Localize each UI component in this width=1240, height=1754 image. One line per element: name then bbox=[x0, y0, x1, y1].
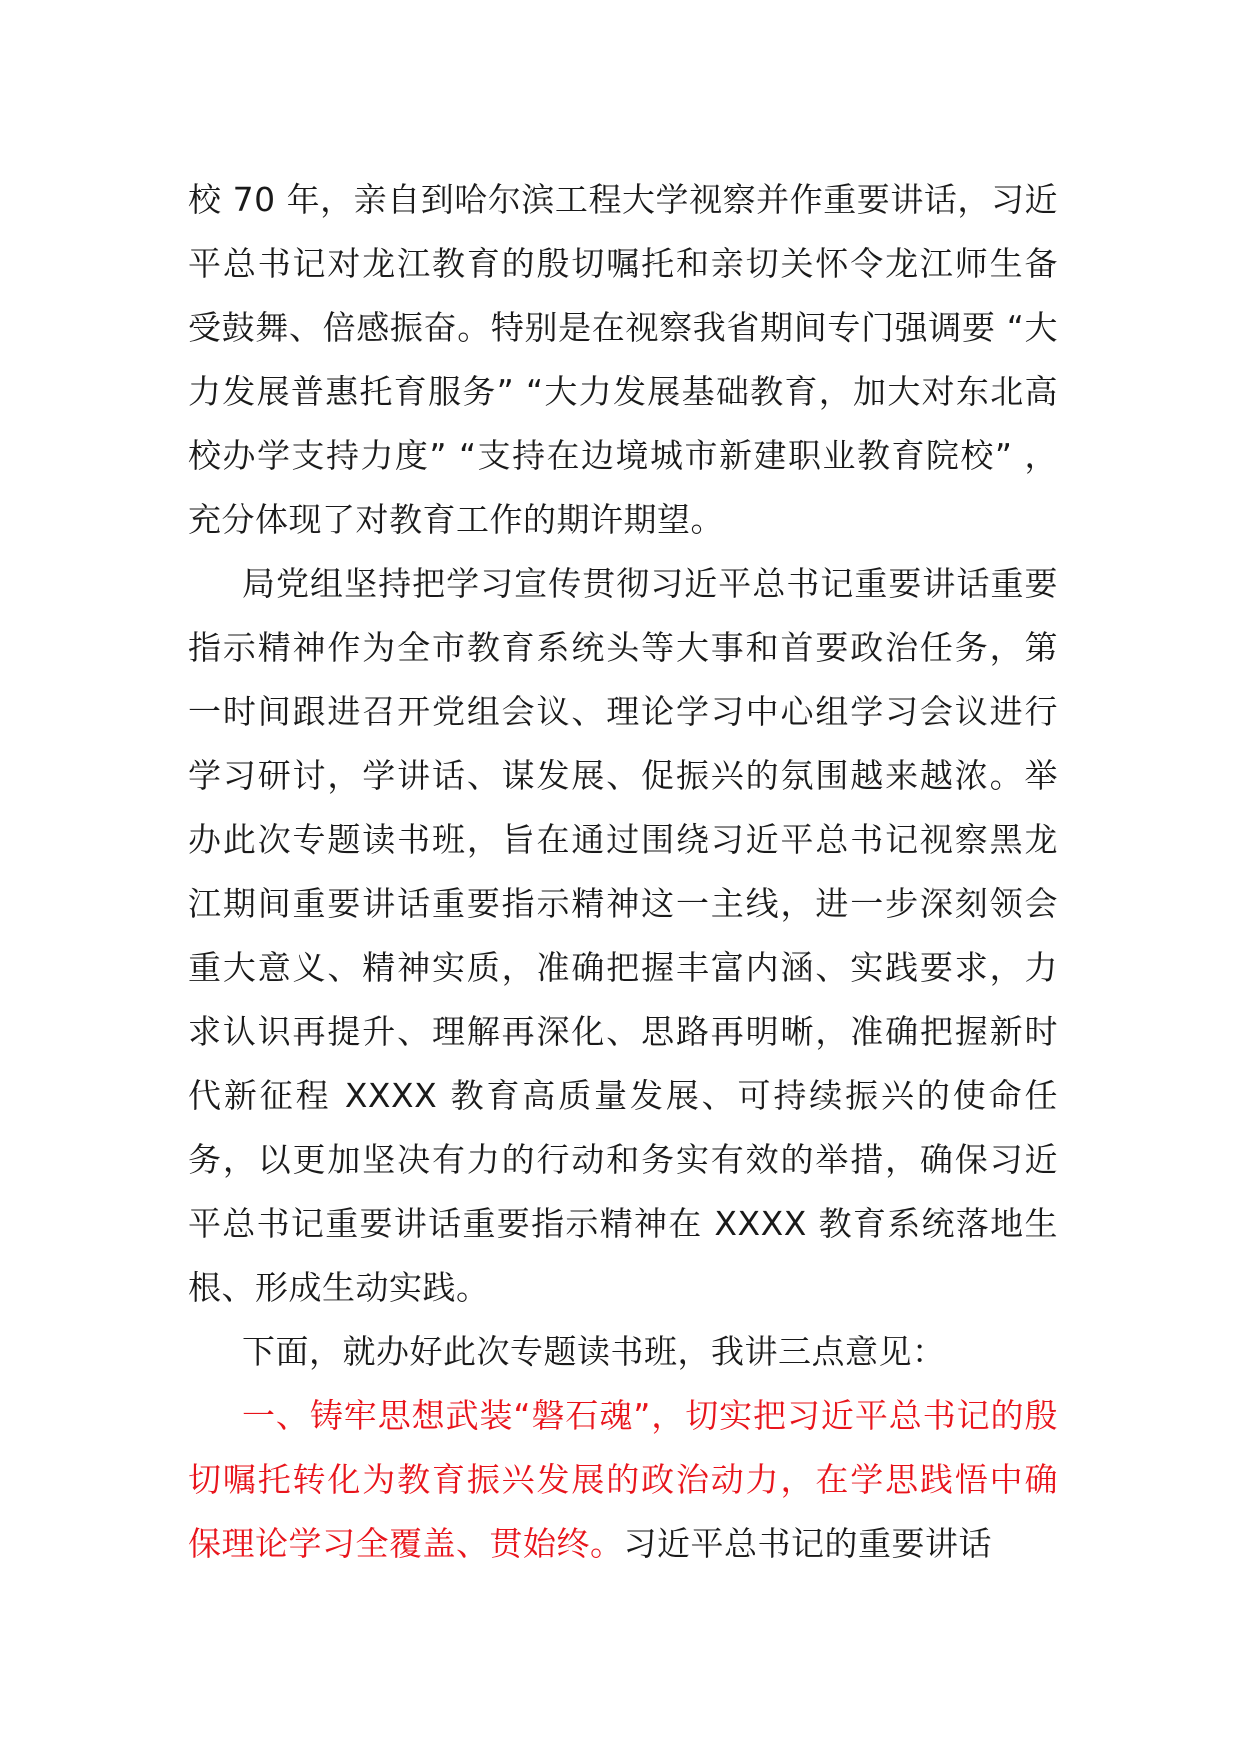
paragraph-continuation: 校 70 年，亲自到哈尔滨工程大学视察并作重要讲话，习近平总书记对龙江教育的殷切嘱托和亲切关怀令龙江师生备受鼓舞、倍感振奋。特别是在视察我省期间专门强调要 “大力发展普惠托育服务” “大力发展基础教育，加大对东北高校办学支持力度” “支持在边境城市新建职业教育院校” ，充分体现了对教育工作的期许期望。 bbox=[188, 180, 1058, 539]
paragraph-three-opinions-intro: 下面，就办好此次专题读书班，我讲三点意见： bbox=[242, 1332, 946, 1371]
paragraph-party-group-study: 局党组坚持把学习宣传贯彻习近平总书记重要讲话重要指示精神作为全市教育系统头等大事和首要政治任务，第一时间跟进召开党组会议、理论学习中心组学习会议进行学习研讨，学讲话、谋发展、促振兴的氛围越来越浓。举办此次专题读书班，旨在通过围绕习近平总书记视察黑龙江期间重要讲话重要指示精神这一主线，进一步深刻领会重大意义、精神实质，准确把握丰富内涵、实践要求，力求认识再提升、理解再深化、思路再明晰，准确把握新时代新征程 XXXX 教育高质量发展、可持续振兴的使命任务，以更加坚决有力的行动和务实有效的举措，确保习近平总书记重要讲话重要指示精神在 XXXX 教育系统落地生根、形成生动实践。 bbox=[188, 564, 1058, 1307]
section-one-body-start: 习近平总书记的重要讲话 bbox=[623, 1524, 992, 1563]
section-one-heading: 一、铸牢思想武装“磐石魂”，切实把习近平总书记的殷切嘱托转化为教育振兴发展的政治动力，在学思践悟中确保理论学习全覆盖、贯始终。 bbox=[188, 1396, 1058, 1563]
document-body bbox=[188, 168, 1058, 1576]
section-one-paragraph bbox=[188, 1384, 1058, 1576]
